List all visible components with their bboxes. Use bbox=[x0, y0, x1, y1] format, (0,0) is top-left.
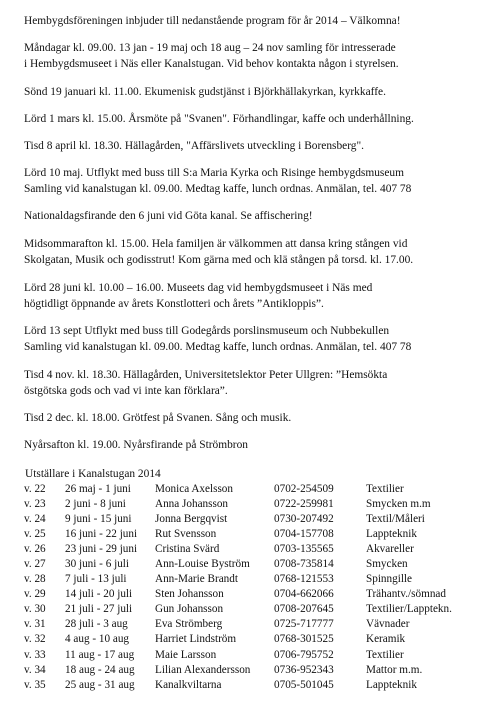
exhibitor-row bbox=[24, 602, 499, 617]
name-cell: Ann-Louise Byström bbox=[155, 558, 250, 571]
exhibitor-row bbox=[24, 557, 499, 572]
dates-cell: 18 aug - 24 aug bbox=[65, 663, 135, 676]
paragraph-line: östgötska gods och vad vi inte kan förklara”. bbox=[24, 385, 228, 397]
phone-cell: 0768-301525 bbox=[274, 633, 334, 646]
phone-cell: 0722-259981 bbox=[274, 498, 334, 511]
week-cell: v. 26 bbox=[24, 543, 46, 556]
week-cell: v. 30 bbox=[24, 603, 46, 616]
exhibitor-row bbox=[24, 632, 499, 647]
name-cell: Gun Johansson bbox=[155, 603, 224, 616]
name-cell: Maie Larsson bbox=[155, 648, 217, 661]
program-item-museum-day bbox=[24, 280, 494, 312]
dates-cell: 21 juli - 27 juli bbox=[65, 603, 133, 616]
week-cell: v. 23 bbox=[24, 498, 46, 511]
category-cell: Smycken bbox=[366, 558, 408, 571]
name-cell: Eva Strömberg bbox=[155, 618, 223, 631]
category-cell: Lappteknik bbox=[366, 528, 417, 541]
dates-cell: 4 aug - 10 aug bbox=[65, 633, 130, 646]
category-cell: Trähantv./sömnad bbox=[366, 588, 446, 601]
paragraph-line: Tisd 8 april kl. 18.30. Hällagården, "Affärslivets utveckling i Borensberg". bbox=[24, 140, 364, 152]
category-cell: Lappteknik bbox=[366, 678, 417, 691]
phone-cell: 0705-501045 bbox=[274, 678, 334, 691]
program-item-september-excursion bbox=[24, 323, 494, 355]
exhibitor-row bbox=[24, 512, 499, 527]
program-item-annual-meeting bbox=[24, 111, 494, 127]
program-item-business-lecture bbox=[24, 138, 494, 154]
program-item-ecumenical-service bbox=[24, 84, 494, 100]
week-cell: v. 22 bbox=[24, 483, 46, 495]
name-cell: Ann-Marie Brandt bbox=[155, 573, 238, 586]
exhibitors-table bbox=[24, 482, 499, 693]
week-cell: v. 33 bbox=[24, 648, 46, 661]
dates-cell: 7 juli - 13 juli bbox=[65, 573, 127, 586]
program-item-midsummer bbox=[24, 236, 494, 268]
dates-cell: 30 juni - 6 juli bbox=[65, 558, 130, 571]
exhibitor-row bbox=[24, 617, 499, 632]
name-cell: Anna Johansson bbox=[155, 498, 229, 511]
week-cell: v. 25 bbox=[24, 528, 46, 541]
phone-cell: 0730-207492 bbox=[274, 513, 334, 526]
name-cell: Harriet Lindström bbox=[155, 633, 237, 646]
phone-cell: 0703-135565 bbox=[274, 543, 334, 556]
week-cell: v. 28 bbox=[24, 573, 46, 586]
week-cell: v. 27 bbox=[24, 558, 46, 571]
week-cell: v. 31 bbox=[24, 618, 46, 631]
category-cell: Keramik bbox=[366, 633, 406, 646]
exhibitor-row bbox=[24, 587, 499, 602]
phone-cell: 0704-662066 bbox=[274, 588, 334, 601]
week-cell: v. 34 bbox=[24, 663, 46, 676]
intro-heading bbox=[24, 13, 494, 29]
category-cell: Mattor m.m. bbox=[366, 663, 423, 676]
paragraph-line: Midsommarafton kl. 15.00. Hela familjen är välkommen att dansa kring stången vid bbox=[24, 238, 408, 250]
program-item-new-years-eve bbox=[24, 437, 494, 453]
phone-cell: 0704-157708 bbox=[274, 528, 334, 541]
exhibitor-row bbox=[24, 572, 499, 587]
dates-cell: 25 aug - 31 aug bbox=[65, 678, 135, 691]
name-cell: Monica Axelsson bbox=[155, 483, 233, 495]
exhibitors-title: Utställare i Kanalstugan 2014 bbox=[25, 468, 161, 480]
exhibitor-row bbox=[24, 678, 499, 693]
paragraph-line: Skolgatan, Musik och godisstrut! Kom gärna med och klä stången på torsd. kl. 17.00. bbox=[24, 254, 414, 266]
name-cell: Jonna Bergqvist bbox=[155, 513, 228, 526]
category-cell: Akvareller bbox=[366, 543, 414, 556]
week-cell: v. 35 bbox=[24, 678, 46, 691]
paragraph-line: högtidligt öppnande av årets Konstlotteri och årets ”Antikloppis”. bbox=[24, 298, 324, 310]
exhibitor-row bbox=[24, 542, 499, 557]
paragraph-line: i Hembygdsmuseet i Näs eller Kanalstugan. Vid behov kontakta någon i styrelsen. bbox=[24, 58, 399, 70]
name-cell: Rut Svensson bbox=[155, 528, 217, 541]
week-cell: v. 24 bbox=[24, 513, 46, 526]
phone-cell: 0702-254509 bbox=[274, 483, 334, 495]
category-cell: Textilier bbox=[366, 483, 404, 495]
paragraph-line: Nationaldagsfirande den 6 juni vid Göta kanal. Se affischering! bbox=[24, 210, 313, 222]
name-cell: Kanalkviltarna bbox=[155, 678, 222, 691]
name-cell: Cristina Svärd bbox=[155, 543, 220, 556]
exhibitor-row bbox=[24, 497, 499, 512]
dates-cell: 23 juni - 29 juni bbox=[65, 543, 138, 556]
program-item-monday-meetings bbox=[24, 40, 494, 72]
dates-cell: 9 juni - 15 juni bbox=[65, 513, 132, 526]
paragraph-line: Samling vid kanalstugan kl. 09.00. Medtag kaffe, lunch ordnas. Anmälan, tel. 407 78 bbox=[24, 341, 412, 353]
dates-cell: 2 juni - 8 juni bbox=[65, 498, 126, 511]
category-cell: Textil/Måleri bbox=[366, 513, 425, 526]
category-cell: Textilier bbox=[366, 648, 404, 661]
category-cell: Vävnader bbox=[366, 618, 410, 631]
phone-cell: 0708-735814 bbox=[274, 558, 334, 571]
program-item-national-day bbox=[24, 208, 494, 224]
dates-cell: 14 juli - 20 juli bbox=[65, 588, 133, 601]
week-cell: v. 32 bbox=[24, 633, 46, 646]
phone-cell: 0736-952343 bbox=[274, 663, 334, 676]
program-item-may-excursion bbox=[24, 165, 494, 197]
exhibitor-row bbox=[24, 482, 499, 497]
paragraph-line: Tisd 4 nov. kl. 18.30. Hällagården, Universitetslektor Peter Ullgren: ”Hemsökta bbox=[24, 369, 388, 381]
dates-cell: 16 juni - 22 juni bbox=[65, 528, 138, 541]
exhibitor-row bbox=[24, 527, 499, 542]
paragraph-line: Sönd 19 januari kl. 11.00. Ekumenisk gudstjänst i Björkhällakyrkan, kyrkkaffe. bbox=[24, 86, 386, 98]
category-cell: Textilier/Lapptekn. bbox=[366, 603, 452, 616]
paragraph-line: Måndagar kl. 09.00. 13 jan - 19 maj och 18 aug – 24 nov samling för intresserade bbox=[24, 42, 396, 54]
paragraph-line: Samling vid kanalstugan kl. 09.00. Medtag kaffe, lunch ordnas. Anmälan, tel. 407 78 bbox=[24, 183, 412, 195]
name-cell: Lilian Alexandersson bbox=[155, 663, 251, 676]
paragraph-line: Hembygdsföreningen inbjuder till nedanstående program för år 2014 – Välkomna! bbox=[24, 15, 401, 27]
phone-cell: 0725-717777 bbox=[274, 618, 334, 631]
name-cell: Sten Johansson bbox=[155, 588, 224, 601]
paragraph-line: Lörd 1 mars kl. 15.00. Årsmöte på "Svanen". Förhandlingar, kaffe och underhållning. bbox=[24, 113, 414, 125]
paragraph-line: Tisd 2 dec. kl. 18.00. Grötfest på Svanen. Sång och musik. bbox=[24, 412, 292, 424]
dates-cell: 28 juli - 3 aug bbox=[65, 618, 128, 631]
category-cell: Smycken m.m bbox=[366, 498, 431, 511]
program-item-november-lecture bbox=[24, 367, 494, 399]
dates-cell: 11 aug - 17 aug bbox=[65, 648, 135, 661]
phone-cell: 0708-207645 bbox=[274, 603, 334, 616]
exhibitor-row bbox=[24, 648, 499, 663]
dates-cell: 26 maj - 1 juni bbox=[65, 483, 131, 495]
paragraph-line: Lörd 28 juni kl. 10.00 – 16.00. Museets dag vid hembygdsmuseet i Näs med bbox=[24, 282, 373, 294]
paragraph-line: Nyårsafton kl. 19.00. Nyårsfirande på Strömbron bbox=[24, 439, 248, 451]
paragraph-line: Lörd 10 maj. Utflykt med buss till S:a Maria Kyrka och Risinge hembygdsmuseum bbox=[24, 167, 404, 179]
week-cell: v. 29 bbox=[24, 588, 46, 601]
phone-cell: 0768-121553 bbox=[274, 573, 334, 586]
exhibitor-row bbox=[24, 663, 499, 678]
phone-cell: 0706-795752 bbox=[274, 648, 334, 661]
paragraph-line: Lörd 13 sept Utflykt med buss till Godegårds porslinsmuseum och Nubbekullen bbox=[24, 325, 390, 337]
category-cell: Spinngille bbox=[366, 573, 412, 586]
program-item-porridge-party bbox=[24, 410, 494, 426]
